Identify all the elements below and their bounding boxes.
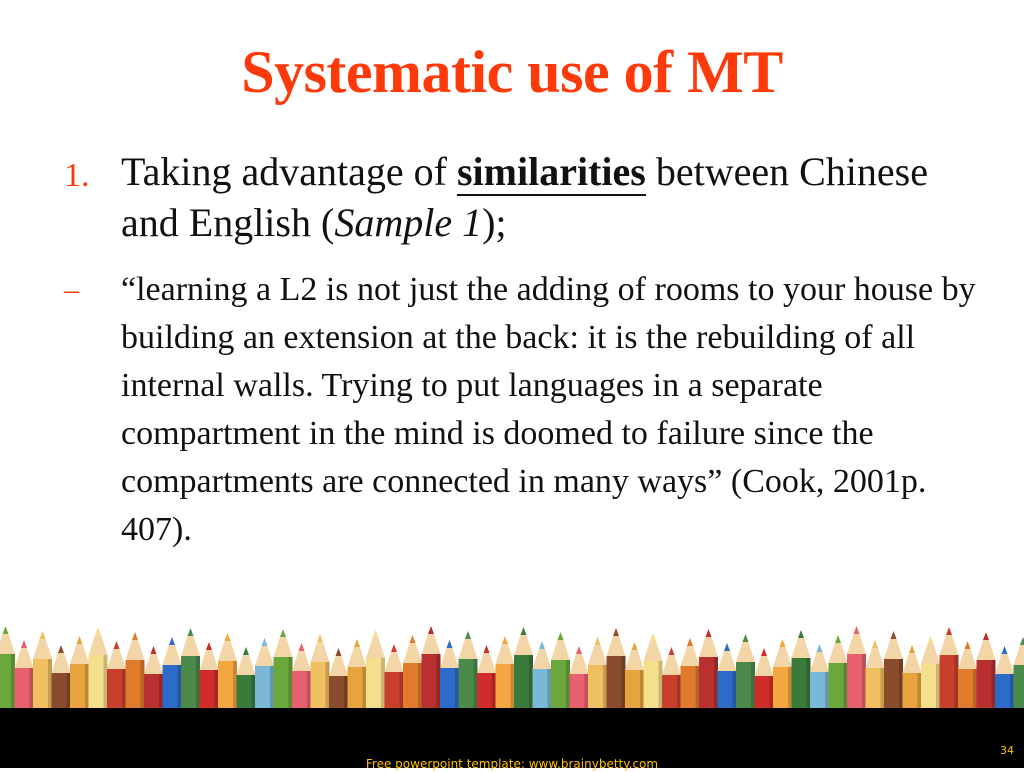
pencil	[348, 639, 367, 716]
pencil	[1014, 637, 1024, 716]
pencil	[718, 643, 737, 716]
pencil	[403, 635, 422, 716]
pencil	[607, 628, 626, 716]
item-1-number: 1.	[64, 150, 90, 201]
pencil	[958, 641, 977, 716]
numbered-item-1	[64, 146, 984, 248]
pencil	[385, 644, 404, 716]
pencil	[903, 645, 922, 716]
item-1-text-end: );	[482, 200, 506, 245]
pencil	[237, 647, 256, 716]
pencil	[52, 645, 71, 716]
pencil	[884, 631, 903, 716]
item-1-text-before: Taking advantage of	[121, 149, 457, 194]
item-1-keyword: similarities	[457, 149, 646, 196]
pencil	[514, 627, 533, 716]
pencil	[625, 642, 644, 716]
pencil	[200, 642, 219, 716]
quote-text: “learning a L2 is not just the adding of rooms to your house by building an extension at the back: it is the rebuilding of all internal walls. Trying to put languages in a separate compartment in the mind is doomed to failure since the compartments are connected in many ways” (Cook, 2001p. 407).	[121, 271, 976, 548]
pencil	[496, 636, 515, 716]
pencil	[810, 644, 829, 716]
pencil	[89, 627, 108, 716]
footer-credit: Free powerpoint template: www.brainybetty.com	[0, 756, 1024, 772]
pencil	[15, 640, 34, 716]
pencil	[662, 647, 681, 716]
pencil	[755, 648, 774, 716]
pencil	[995, 646, 1014, 716]
pencil	[311, 634, 330, 716]
pencil	[792, 630, 811, 716]
pencil	[921, 636, 940, 716]
pencil	[570, 646, 589, 716]
pencil	[533, 641, 552, 716]
slide-title: Systematic use of MT	[0, 36, 1024, 108]
dash-item-quote	[64, 266, 984, 554]
pencil	[551, 632, 570, 716]
pencil	[736, 634, 755, 716]
pencil	[773, 639, 792, 716]
pencil	[847, 626, 866, 716]
item-1-text-after: between Chinese and English (	[121, 149, 928, 245]
pencil	[866, 640, 885, 716]
pencil	[588, 637, 607, 716]
pencil	[329, 648, 348, 716]
pencil	[366, 630, 385, 716]
pencil	[33, 631, 52, 716]
pencil	[70, 636, 89, 716]
pencil	[163, 637, 182, 716]
dash-bullet: –	[64, 266, 79, 314]
slide-content	[64, 146, 984, 554]
pencil	[255, 638, 274, 716]
pencil	[459, 631, 478, 716]
footer-bar	[0, 708, 1024, 768]
pencil	[126, 632, 145, 716]
pencil	[940, 627, 959, 716]
pencil	[644, 633, 663, 716]
pencil	[218, 633, 237, 716]
pencil	[477, 645, 496, 716]
page-number: 34	[1000, 744, 1014, 758]
colored-pencils-decoration	[0, 616, 1024, 716]
pencil	[977, 632, 996, 716]
pencil	[699, 629, 718, 716]
pencil	[181, 628, 200, 716]
pencil	[274, 629, 293, 716]
pencil	[440, 640, 459, 716]
pencil	[107, 641, 126, 716]
pencil	[144, 646, 163, 716]
pencil	[681, 638, 700, 716]
item-1-sample-ref: Sample 1	[334, 200, 482, 245]
pencil	[0, 626, 15, 716]
pencil	[292, 643, 311, 716]
pencil	[829, 635, 848, 716]
pencil	[422, 626, 441, 716]
